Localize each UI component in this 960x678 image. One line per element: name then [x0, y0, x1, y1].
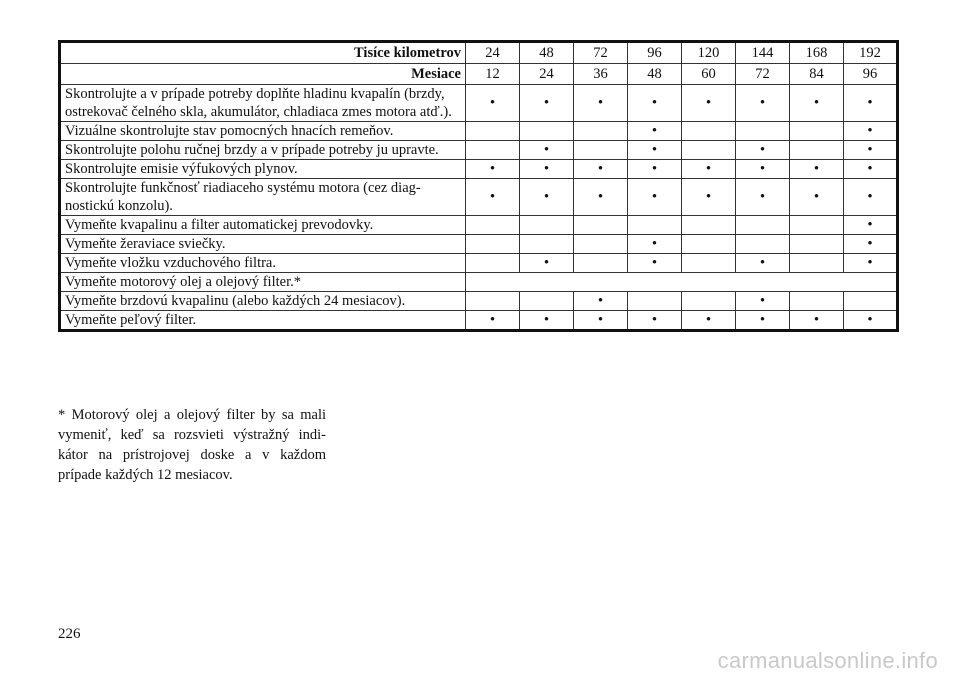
empty-cell: [790, 235, 844, 254]
header-value: 24: [520, 64, 574, 85]
task-description: Vymeňte kvapalinu a filter automatickej prevodovky.: [60, 216, 466, 235]
task-description: Vymeňte vložku vzduchového filtra.: [60, 254, 466, 273]
empty-cell: [682, 292, 736, 311]
service-mark: •: [844, 235, 898, 254]
header-value: 12: [466, 64, 520, 85]
task-description: Vymeňte žeraviace sviečky.: [60, 235, 466, 254]
service-mark: •: [736, 292, 790, 311]
header-value: 72: [574, 42, 628, 64]
service-mark: •: [628, 179, 682, 216]
header-value: 60: [682, 64, 736, 85]
service-mark: •: [574, 160, 628, 179]
service-mark: •: [520, 160, 574, 179]
task-description: Skontrolujte emisie výfukových plynov.: [60, 160, 466, 179]
empty-cell: [466, 292, 520, 311]
empty-cell: [466, 141, 520, 160]
service-mark: •: [466, 311, 520, 331]
service-mark: •: [736, 160, 790, 179]
table-row: [60, 179, 898, 216]
empty-cell: [682, 122, 736, 141]
service-mark: •: [844, 254, 898, 273]
footnote: * Motorový olej a olejový filter by sa mali vymeniť, keď sa rozsvieti výstražný indi-kátor na prístrojovej doske a v každom prípade každých 12 mesiacov.: [58, 407, 326, 483]
header-label: Mesiace: [60, 64, 466, 85]
empty-cell: [520, 292, 574, 311]
task-description: Vymeňte peľový filter.: [60, 311, 466, 331]
service-mark: •: [520, 85, 574, 122]
table-row: [60, 160, 898, 179]
empty-cell: [682, 141, 736, 160]
service-mark: •: [790, 179, 844, 216]
service-mark: •: [574, 85, 628, 122]
service-mark: •: [790, 160, 844, 179]
service-mark: •: [520, 179, 574, 216]
header-value: 168: [790, 42, 844, 64]
empty-cell: [790, 254, 844, 273]
header-row-kilometers: [60, 42, 898, 64]
empty-cell: [790, 216, 844, 235]
empty-cell: [790, 292, 844, 311]
table-row: [60, 235, 898, 254]
empty-cell: [736, 122, 790, 141]
empty-cell: [574, 141, 628, 160]
empty-cell: [682, 254, 736, 273]
empty-cell: [844, 292, 898, 311]
service-mark: •: [628, 122, 682, 141]
header-value: 36: [574, 64, 628, 85]
table-row: [60, 122, 898, 141]
empty-cell: [520, 235, 574, 254]
empty-cell: [682, 216, 736, 235]
service-mark: •: [682, 160, 736, 179]
service-mark: •: [628, 141, 682, 160]
page-number: 226: [58, 626, 81, 642]
service-mark: •: [844, 179, 898, 216]
task-description: Skontrolujte polohu ručnej brzdy a v prípade potreby ju upravte.: [60, 141, 466, 160]
service-mark: •: [466, 160, 520, 179]
empty-cell: [574, 216, 628, 235]
service-mark: •: [844, 141, 898, 160]
service-mark: •: [844, 311, 898, 331]
task-description: Vizuálne skontrolujte stav pomocných hnacích remeňov.: [60, 122, 466, 141]
empty-cell: [574, 122, 628, 141]
service-mark: •: [682, 85, 736, 122]
service-mark: •: [466, 85, 520, 122]
header-value: 192: [844, 42, 898, 64]
service-mark: •: [574, 292, 628, 311]
table-row: [60, 141, 898, 160]
service-mark: •: [736, 254, 790, 273]
service-mark: •: [844, 85, 898, 122]
watermark: carmanualsonline.info: [717, 648, 938, 673]
header-value: 96: [628, 42, 682, 64]
empty-cell: [466, 235, 520, 254]
empty-cell: [520, 216, 574, 235]
empty-cell: [466, 254, 520, 273]
empty-cell: [574, 235, 628, 254]
table-row: [60, 216, 898, 235]
service-mark: •: [520, 141, 574, 160]
header-value: 120: [682, 42, 736, 64]
empty-cell: [466, 216, 520, 235]
empty-cell: [466, 122, 520, 141]
service-mark: •: [628, 254, 682, 273]
service-mark: •: [628, 311, 682, 331]
service-mark: •: [736, 311, 790, 331]
header-value: 72: [736, 64, 790, 85]
service-mark: •: [844, 216, 898, 235]
service-mark: •: [682, 311, 736, 331]
service-mark: •: [736, 141, 790, 160]
service-mark: •: [466, 179, 520, 216]
maintenance-schedule-table: [58, 40, 899, 332]
table-row: [60, 311, 898, 331]
service-mark: •: [736, 85, 790, 122]
service-mark: •: [736, 179, 790, 216]
header-value: 144: [736, 42, 790, 64]
service-mark: •: [574, 179, 628, 216]
empty-cell: [628, 292, 682, 311]
service-mark: •: [628, 235, 682, 254]
table-row: [60, 292, 898, 311]
empty-cell: [520, 122, 574, 141]
header-value: 24: [466, 42, 520, 64]
empty-cell: [790, 141, 844, 160]
empty-cell: [736, 216, 790, 235]
table-row: [60, 273, 898, 292]
service-mark: •: [628, 85, 682, 122]
task-description: Skontrolujte funkčnosť riadiaceho systému motora (cez diag-nostickú konzolu).: [60, 179, 466, 216]
service-mark: •: [628, 160, 682, 179]
header-value: 48: [520, 42, 574, 64]
service-mark: •: [574, 311, 628, 331]
service-mark: •: [520, 254, 574, 273]
empty-cell: [790, 122, 844, 141]
task-description: Vymeňte motorový olej a olejový filter.*: [60, 273, 466, 292]
task-description: Skontrolujte a v prípade potreby doplňte hladinu kvapalín (brzdy, ostrekovač čelného skla, akumulátor, chladiaca zmes motora atď.).: [60, 85, 466, 122]
header-value: 84: [790, 64, 844, 85]
header-value: 48: [628, 64, 682, 85]
table-row: [60, 254, 898, 273]
service-mark: •: [790, 311, 844, 331]
empty-cell: [574, 254, 628, 273]
header-row-months: [60, 64, 898, 85]
empty-cell: [736, 235, 790, 254]
service-mark: •: [682, 179, 736, 216]
service-mark: •: [844, 122, 898, 141]
header-value: 96: [844, 64, 898, 85]
service-mark: •: [520, 311, 574, 331]
table-row: [60, 85, 898, 122]
empty-cell: [682, 235, 736, 254]
service-mark: •: [790, 85, 844, 122]
merged-interval-cell: [466, 273, 898, 292]
empty-cell: [628, 216, 682, 235]
task-description: Vymeňte brzdovú kvapalinu (alebo každých 24 mesiacov).: [60, 292, 466, 311]
header-label: Tisíce kilometrov: [60, 42, 466, 64]
service-mark: •: [844, 160, 898, 179]
